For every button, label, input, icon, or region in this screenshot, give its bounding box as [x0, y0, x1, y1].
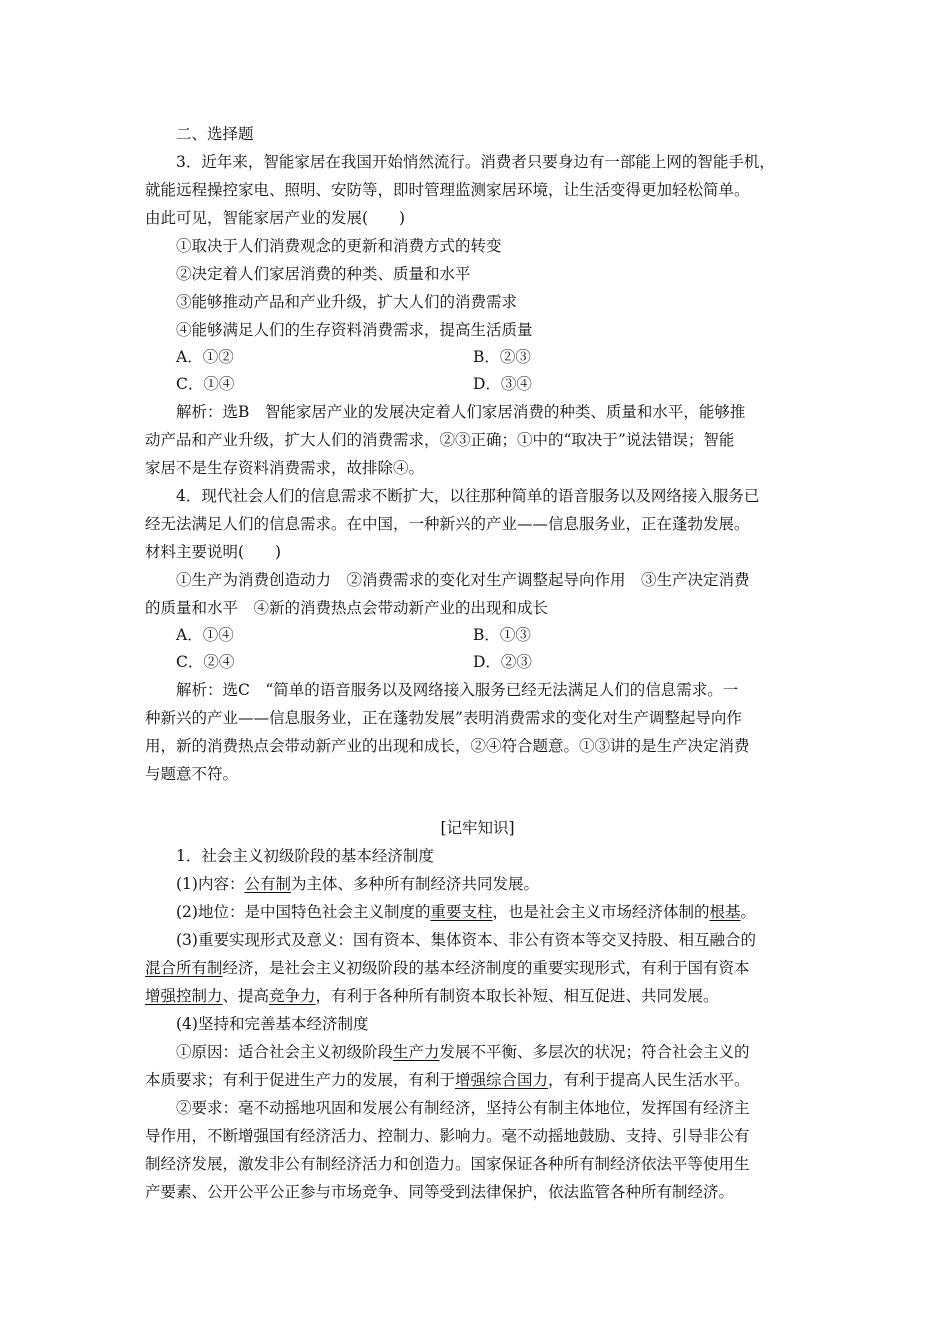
knowledge-p1	[176, 874, 841, 894]
knowledge-p6-line: 导作用，不断增强国有经济活力、控制力、影响力。毫不动摇地鼓励、支持、引导非公有	[145, 1127, 750, 1145]
knowledge-heading: 1．社会主义初级阶段的基本经济制度	[176, 847, 434, 865]
q4-analysis-line: 种新兴的产业——信息服务业，正在蓬勃发展”表明消费需求的变化对生产调整起导向作	[145, 709, 742, 727]
key-term: 混合所有制	[145, 959, 223, 977]
knowledge-p6-line: ②要求：毫不动摇地巩固和发展公有制经济，坚持公有制主体地位，发挥国有经济主	[176, 1099, 750, 1117]
q3-option-b: B．②③	[473, 348, 531, 366]
text-span: 。	[740, 903, 757, 921]
knowledge-p3-line: (3)重要实现形式及意义：国有资本、集体资本、非公有资本等交叉持股、相互融合的	[176, 931, 756, 949]
q4-option-a: A．①④	[176, 626, 234, 644]
text-span: ，有利于提高人民生活水平。	[548, 1071, 750, 1089]
key-term: 公有制	[244, 875, 291, 893]
q3-item: ①取决于人们消费观念的更新和消费方式的转变	[176, 237, 502, 255]
q4-stem-line: 经无法满足人们的信息需求。在中国，一种新兴的产业——信息服务业，正在蓬勃发展。	[145, 515, 750, 533]
text-span: 为主体、多种所有制经济共同发展。	[290, 875, 539, 893]
knowledge-p3-line	[145, 958, 810, 978]
knowledge-p4: (4)坚持和完善基本经济制度	[176, 1015, 369, 1033]
text-span: (2)地位：是中国特色社会主义制度的	[176, 903, 431, 921]
q4-analysis-line: 用，新的消费热点会带动新产业的出现和成长，②④符合题意。①③讲的是生产决定消费	[145, 737, 750, 755]
text-span: ①原因：适合社会主义初级阶段	[176, 1043, 394, 1061]
section-title: 二、选择题	[176, 125, 254, 143]
q4-analysis-line: 与题意不符。	[145, 765, 239, 783]
knowledge-p3-line	[145, 986, 810, 1006]
q3-stem-line: 就能远程操控家电、照明、安防等，即时管理监测家居环境，让生活变得更加轻松简单。	[145, 181, 750, 199]
q4-item-line: ①生产为消费创造动力 ②消费需求的变化对生产调整起导向作用 ③生产决定消费	[176, 571, 750, 589]
q3-stem-line: 由此可见，智能家居产业的发展( )	[145, 209, 406, 227]
q3-option-a: A．①②	[176, 348, 234, 366]
q4-analysis-line: 解析：选C “简单的语音服务以及网络接入服务已经无法满足人们的信息需求。一	[176, 681, 739, 699]
key-term: 生产力	[393, 1043, 440, 1061]
q4-option-d: D．②③	[473, 653, 532, 671]
q3-analysis-line: 解析：选B 智能家居产业的发展决定着人们家居消费的种类、质量和水平，能够推	[176, 403, 746, 421]
key-term: 根基	[709, 903, 741, 921]
q4-stem-line: 4．现代社会人们的信息需求不断扩大，以往那种简单的语音服务以及网络接入服务已	[176, 487, 760, 505]
knowledge-p5-line	[145, 1070, 810, 1090]
key-term: 重要支柱	[430, 903, 493, 921]
q3-item: ④能够满足人们的生存资料消费需求，提高生活质量	[176, 321, 533, 339]
knowledge-p5-line	[176, 1042, 841, 1062]
key-term: 增强综合国力	[455, 1071, 549, 1089]
text-span: ，也是社会主义市场经济体制的	[492, 903, 710, 921]
q4-item-line: 的质量和水平 ④新的消费热点会带动新产业的出现和成长	[145, 599, 549, 617]
q3-item: ③能够推动产品和产业升级，扩大人们的消费需求	[176, 293, 518, 311]
text-span: 、提高	[222, 987, 270, 1005]
text-span: 本质要求；有利于促进生产力的发展，有利于	[145, 1071, 456, 1089]
key-term: 增强控制力	[145, 987, 223, 1005]
q3-option-c: C．①④	[176, 375, 235, 393]
q3-item: ②决定着人们家居消费的种类、质量和水平	[176, 265, 471, 283]
text-span: 发展不平衡、多层次的状况；符合社会主义的	[439, 1043, 750, 1061]
knowledge-p6-line: 产要素、公开公平公正参与市场竞争、同等受到法律保护，依法监管各种所有制经济。	[145, 1183, 735, 1201]
q3-analysis-line: 动产品和产业升级，扩大人们的消费需求，②③正确；①中的“取决于”说法错误；智能	[145, 431, 735, 449]
knowledge-p2	[176, 902, 841, 922]
q4-option-b: B．①③	[473, 626, 531, 644]
text-span: 经济，是社会主义初级阶段的基本经济制度的重要实现形式，有利于国有资本	[222, 959, 750, 977]
q3-stem-line: 3．近年来，智能家居在我国开始悄然流行。消费者只要身边有一部能上网的智能手机，	[176, 153, 775, 171]
text-span: (1)内容：	[176, 875, 245, 893]
q4-stem-line: 材料主要说明( )	[145, 543, 282, 561]
q3-analysis-line: 家居不是生存资料消费需求，故排除④。	[145, 459, 425, 477]
q4-option-c: C．②④	[176, 653, 235, 671]
text-span: ，有利于各种所有制资本取长补短、相互促进、共同发展。	[315, 987, 719, 1005]
knowledge-p6-line: 制经济发展，激发非公有制经济活力和创造力。国家保证各种所有制经济依法平等使用生	[145, 1155, 750, 1173]
knowledge-title: [记牢知识]	[440, 819, 515, 837]
q3-option-d: D．③④	[473, 375, 532, 393]
key-term: 竞争力	[269, 987, 316, 1005]
